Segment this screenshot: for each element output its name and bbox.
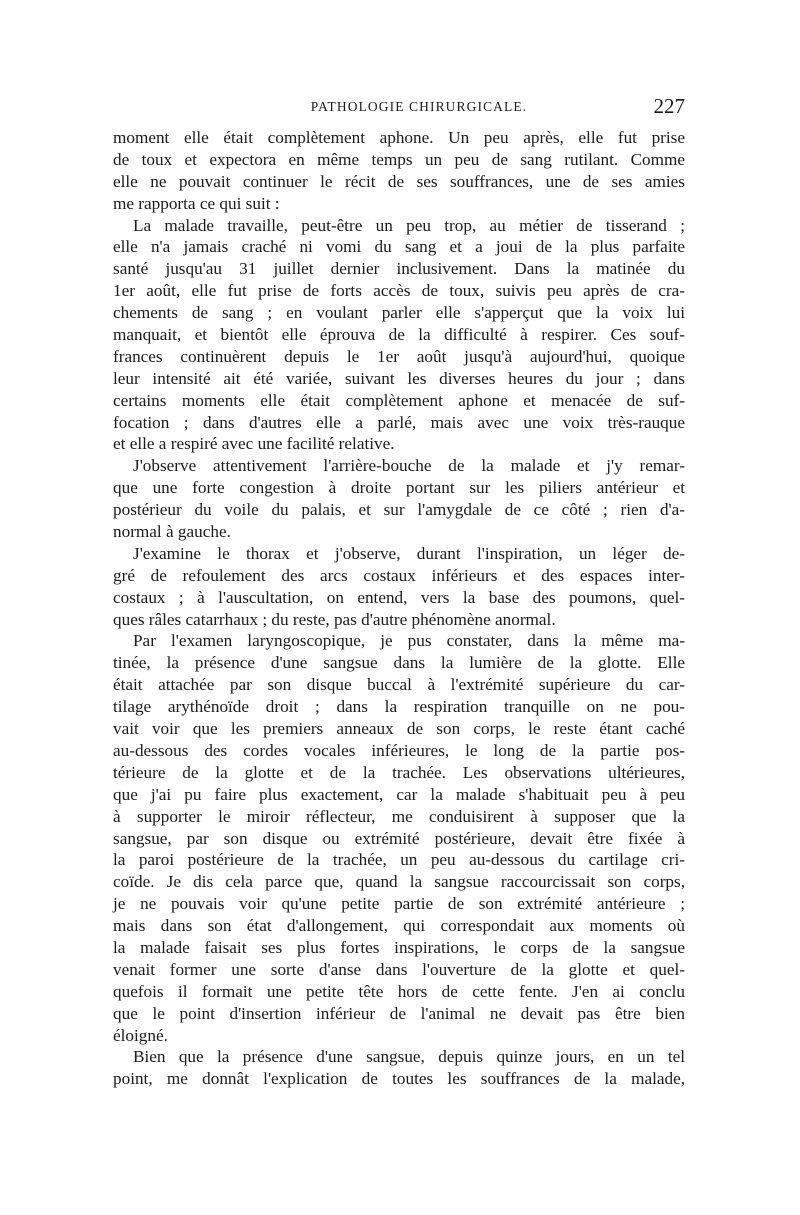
text-line: Bien que la présence d'une sangsue, depuis quinze jours, en un tel <box>133 1047 685 1067</box>
text-line: elle n'a jamais craché ni vomi du sang et a joui de la plus parfaite <box>113 237 685 257</box>
text-line: chements de sang ; en voulant parler elle s'apperçut que la voix lui <box>113 303 685 323</box>
text-line: moment elle était complètement aphone. Un peu après, elle fut prise <box>113 128 685 147</box>
text-line: venait former une sorte d'anse dans l'ouverture de la glotte et quel- <box>113 959 685 979</box>
text-line: tinée, la présence d'une sangsue dans la lumière de la glotte. Elle <box>113 653 685 673</box>
text-line: à supporter le miroir réflecteur, me conduisirent à supposer que la <box>113 806 685 826</box>
running-head: PATHOLOGIE CHIRURGICALE. <box>310 99 528 114</box>
text-line: vait voir que les premiers anneaux de son corps, le reste étant caché <box>113 719 685 739</box>
text-line: certains moments elle était complètement aphone et menacée de suf- <box>113 390 685 410</box>
text-line: elle ne pouvait continuer le récit de ses souffrances, une de ses amies <box>113 171 685 191</box>
text-line: sangsue, par son disque ou extrémité postérieure, devait être fixée à <box>113 828 685 848</box>
text-line: frances continuèrent depuis le 1er août jusqu'à aujourd'hui, quoique <box>113 346 685 366</box>
text-line: éloigné. <box>113 1025 168 1045</box>
text-line: de toux et expectora en même temps un peu de sang rutilant. Comme <box>113 149 685 169</box>
text-line: manquait, et bientôt elle éprouva de la difficulté à respirer. Ces souf- <box>113 325 685 345</box>
text-line: leur intensité ait été variée, suivant les diverses heures du jour ; dans <box>113 368 685 388</box>
text-line: que une forte congestion à droite portant sur les piliers antérieur et <box>113 478 685 498</box>
text-line: normal à gauche. <box>113 522 231 542</box>
text-line: et elle a respiré avec une facilité relative. <box>113 434 395 454</box>
text-line: au-dessous des cordes vocales inférieures, le long de la partie pos- <box>113 740 685 760</box>
text-line: J'examine le thorax et j'observe, durant l'inspiration, un léger de- <box>133 543 685 563</box>
text-line: tilage arythénoïde droit ; dans la respiration tranquille on ne pou- <box>113 697 685 717</box>
text-line: 1er août, elle fut prise de forts accès de toux, suivis peu après de cra- <box>113 281 685 301</box>
page-header <box>113 95 685 125</box>
text-line: la malade faisait ses plus fortes inspirations, le corps de la sangsue <box>113 937 685 957</box>
text-line: mais dans son état d'allongement, qui correspondait aux moments où <box>113 916 685 936</box>
text-line: La malade travaille, peut-être un peu trop, au métier de tisserand ; <box>133 215 685 235</box>
text-line: Par l'examen laryngoscopique, je pus constater, dans la même ma- <box>133 631 685 651</box>
text-line: J'observe attentivement l'arrière-bouche de la malade et j'y remar- <box>133 456 685 476</box>
body-text <box>113 127 685 1090</box>
text-line: focation ; dans d'autres elle a parlé, mais avec une voix très-rauque <box>113 412 685 432</box>
page-number: 227 <box>653 94 685 118</box>
text-line: que j'ai pu faire plus exactement, car la malade s'habituait peu à peu <box>113 784 685 804</box>
text-line: quefois il formait une petite tête hors de cette fente. J'en ai conclu <box>113 981 685 1001</box>
text-line: postérieur du voile du palais, et sur l'amygdale de ce côté ; rien d'a- <box>113 500 685 520</box>
text-line: térieure de la glotte et de la trachée. Les observations ultérieures, <box>113 762 685 782</box>
text-line: santé jusqu'au 31 juillet dernier inclusivement. Dans la matinée du <box>113 259 685 279</box>
text-line: la paroi postérieure de la trachée, un peu au-dessous du cartilage cri- <box>113 850 685 870</box>
text-line: je ne pouvais voir qu'une petite partie de son extrémité antérieure ; <box>113 894 685 914</box>
text-line: costaux ; à l'auscultation, on entend, vers la base des poumons, quel- <box>113 587 685 607</box>
text-line: gré de refoulement des arcs costaux inférieurs et des espaces inter- <box>113 565 685 585</box>
text-line: que le point d'insertion inférieur de l'animal ne devait pas être bien <box>113 1003 685 1023</box>
text-line: ques râles catarrhaux ; du reste, pas d'autre phénomène anormal. <box>113 609 556 629</box>
text-line: point, me donnât l'explication de toutes les souffrances de la malade, <box>113 1069 685 1089</box>
text-line: était attachée par son disque buccal à l'extrémité supérieure du car- <box>113 675 685 695</box>
book-page <box>113 95 685 1090</box>
text-line: me rapporta ce qui suit : <box>113 193 280 213</box>
text-line: coïde. Je dis cela parce que, quand la sangsue raccourcissait son corps, <box>113 872 685 892</box>
